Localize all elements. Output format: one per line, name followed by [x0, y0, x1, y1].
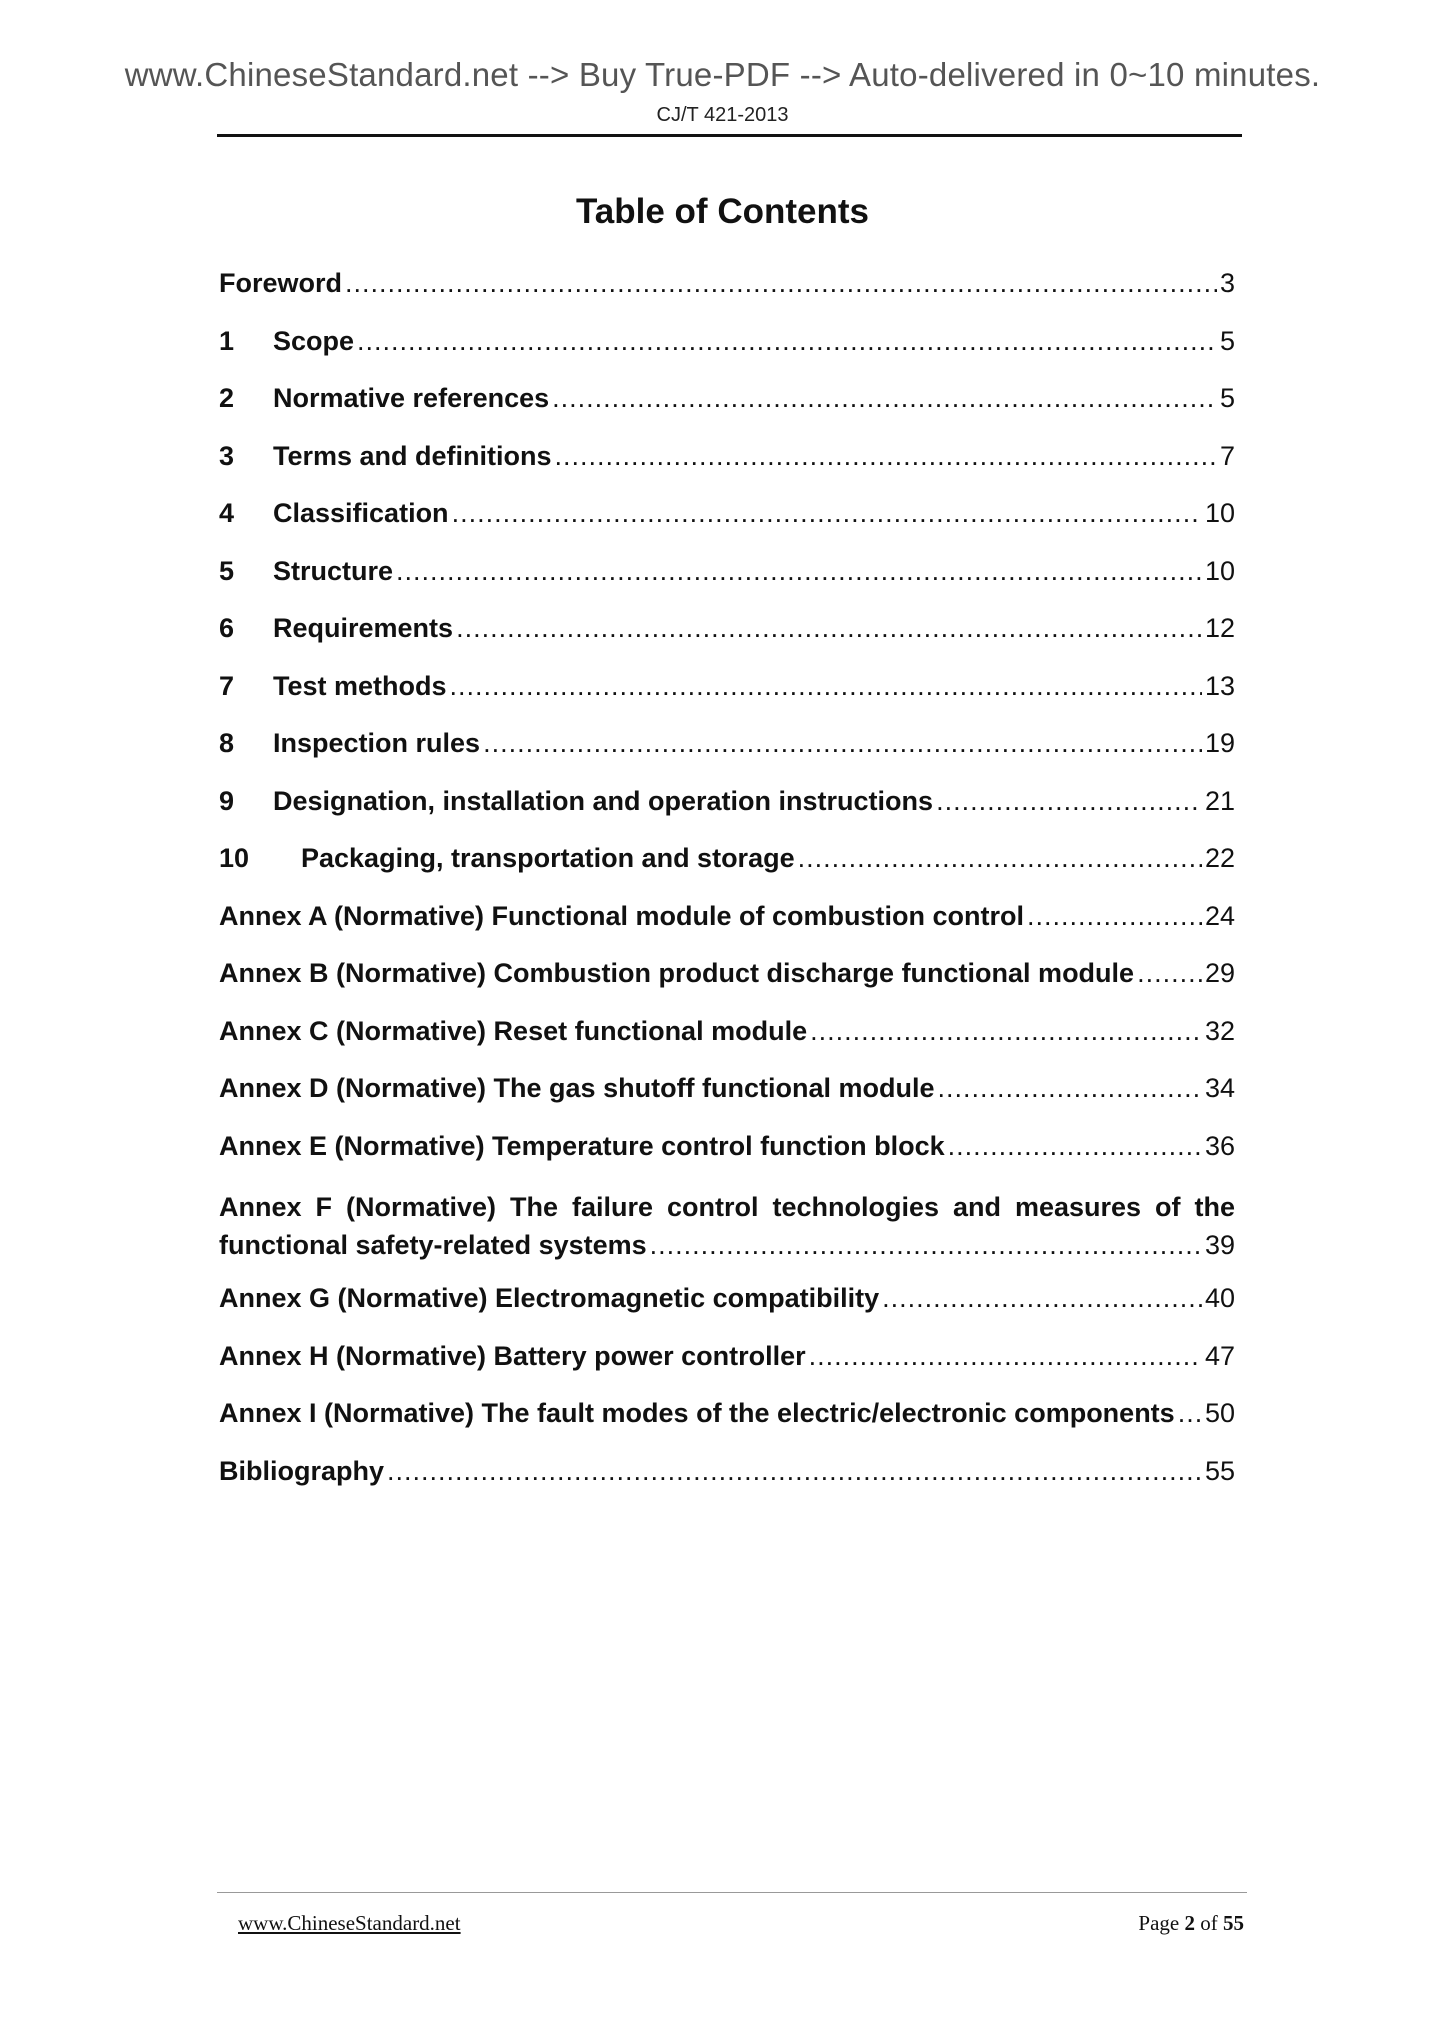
- toc-page-number: 12: [1204, 613, 1235, 643]
- toc-page-number: 24: [1204, 900, 1235, 931]
- toc-label: Bibliography: [219, 1455, 385, 1486]
- toc-page-number: 22: [1204, 843, 1235, 873]
- toc-entry-foreword[interactable]: [219, 268, 1235, 326]
- toc-entry-annex-b[interactable]: [219, 958, 1235, 1016]
- toc-page-number: 40: [1204, 1283, 1235, 1313]
- toc-number: 4: [219, 498, 235, 528]
- top-banner: www.ChineseStandard.net --> Buy True-PDF --> Auto-delivered in 0~10 minutes.: [124, 56, 1321, 93]
- toc-leader: [948, 1131, 1202, 1162]
- toc-entry-designation[interactable]: [219, 786, 1235, 844]
- toc-number: 5: [219, 555, 235, 586]
- toc-entry-annex-i[interactable]: [219, 1398, 1235, 1456]
- toc-leader: [798, 843, 1202, 874]
- toc-label: Annex D (Normative) The gas shutoff functional module: [219, 1073, 935, 1103]
- toc-page-number: 5: [1219, 325, 1235, 356]
- toc-label: Annex H (Normative) Battery power controller: [219, 1340, 806, 1371]
- toc-page-number: 55: [1204, 1455, 1235, 1486]
- toc-leader: [357, 326, 1217, 357]
- page-total: 55: [1223, 1911, 1244, 1935]
- toc-leader: [882, 1283, 1202, 1314]
- toc-entry-normative-references[interactable]: [219, 383, 1235, 441]
- toc-entry-structure[interactable]: [219, 556, 1235, 614]
- toc-leader: [387, 1456, 1202, 1487]
- toc-label: Foreword: [219, 268, 343, 298]
- toc-number: 10: [219, 843, 250, 873]
- toc-label: Normative references: [273, 383, 550, 413]
- toc-page-number: 50: [1204, 1398, 1235, 1428]
- toc-label: Inspection rules: [273, 728, 481, 758]
- toc-leader: [555, 441, 1217, 472]
- toc-entry-annex-a[interactable]: [219, 901, 1235, 959]
- toc-entry-annex-g[interactable]: [219, 1283, 1235, 1341]
- table-of-contents: [219, 268, 1235, 1513]
- document-number: CJ/T 421-2013: [656, 104, 789, 126]
- toc-leader: [1027, 901, 1202, 932]
- toc-label: Classification: [273, 498, 449, 528]
- toc-entry-annex-e[interactable]: [219, 1131, 1235, 1189]
- toc-page-number: 10: [1204, 498, 1235, 528]
- toc-page-number: 47: [1204, 1340, 1235, 1371]
- toc-entry-scope[interactable]: [219, 326, 1235, 384]
- page-current: 2: [1184, 1911, 1195, 1935]
- toc-number: 8: [219, 728, 235, 758]
- toc-leader: [452, 498, 1202, 529]
- toc-page-number: 5: [1219, 383, 1235, 413]
- toc-label: Designation, installation and operation instructions: [273, 785, 934, 816]
- toc-number: 7: [219, 670, 235, 701]
- toc-page-number: 34: [1204, 1073, 1235, 1103]
- toc-page-number: 21: [1204, 785, 1235, 816]
- toc-entry-requirements[interactable]: [219, 613, 1235, 671]
- toc-number: 3: [219, 440, 235, 471]
- toc-label: Test methods: [273, 670, 447, 701]
- page-prefix: Page: [1138, 1911, 1180, 1935]
- toc-leader: [552, 383, 1217, 414]
- toc-number: 9: [219, 785, 235, 816]
- toc-entry-annex-c[interactable]: [219, 1016, 1235, 1074]
- toc-label: Annex B (Normative) Combustion product discharge functional module: [219, 958, 1135, 988]
- toc-label: Terms and definitions: [273, 440, 552, 471]
- toc-number: 1: [219, 325, 235, 356]
- toc-page-number: 19: [1204, 728, 1235, 758]
- toc-label: Annex C (Normative) Reset functional module: [219, 1015, 808, 1046]
- toc-page-number: 32: [1204, 1015, 1235, 1046]
- toc-leader: [1137, 958, 1202, 989]
- toc-leader: [456, 613, 1202, 644]
- toc-entry-inspection-rules[interactable]: [219, 728, 1235, 786]
- toc-leader: [936, 786, 1202, 817]
- toc-leader: [650, 1226, 1202, 1264]
- toc-leader: [1178, 1398, 1202, 1429]
- toc-leader: [450, 671, 1202, 702]
- toc-label: Annex E (Normative) Temperature control function block: [219, 1130, 945, 1161]
- toc-entry-annex-f[interactable]: [219, 1188, 1235, 1264]
- page-indicator: [1138, 1911, 1244, 1936]
- page-of: of: [1200, 1911, 1218, 1935]
- toc-entry-bibliography[interactable]: [219, 1456, 1235, 1514]
- toc-label: Annex I (Normative) The fault modes of the electric/electronic components: [219, 1398, 1175, 1428]
- toc-entry-terms-and-definitions[interactable]: [219, 441, 1235, 499]
- toc-label-continued: functional safety-related systems: [219, 1230, 647, 1260]
- toc-leader: [483, 728, 1202, 759]
- toc-leader: [345, 268, 1217, 299]
- toc-page-number: 10: [1204, 555, 1235, 586]
- page-title: Table of Contents: [576, 192, 869, 231]
- toc-page-number: 3: [1219, 268, 1235, 298]
- toc-label: Requirements: [273, 613, 454, 643]
- toc-leader: [809, 1341, 1202, 1372]
- toc-entry-packaging[interactable]: [219, 843, 1235, 901]
- toc-page-number: 7: [1219, 440, 1235, 471]
- toc-label: Annex G (Normative) Electromagnetic compatibility: [219, 1283, 880, 1313]
- toc-page-number: 13: [1204, 670, 1235, 701]
- toc-entry-annex-d[interactable]: [219, 1073, 1235, 1131]
- footer-website-link[interactable]: www.ChineseStandard.net: [238, 1911, 461, 1935]
- toc-page-number: 36: [1204, 1130, 1235, 1161]
- toc-label: Annex A (Normative) Functional module of combustion control: [219, 900, 1025, 931]
- footer-rule: [217, 1892, 1247, 1893]
- toc-entry-annex-h[interactable]: [219, 1341, 1235, 1399]
- toc-label: Structure: [273, 555, 394, 586]
- toc-leader: [810, 1016, 1202, 1047]
- toc-page-number: 39: [1204, 1230, 1235, 1260]
- toc-entry-test-methods[interactable]: [219, 671, 1235, 729]
- toc-entry-classification[interactable]: [219, 498, 1235, 556]
- toc-label: Scope: [273, 325, 355, 356]
- toc-page-number: 29: [1204, 958, 1235, 988]
- toc-leader: [396, 556, 1202, 587]
- header-rule: [217, 134, 1242, 137]
- toc-label: Packaging, transportation and storage: [301, 843, 795, 873]
- toc-number: 2: [219, 383, 235, 413]
- toc-leader: [938, 1073, 1202, 1104]
- toc-label: Annex F (Normative) The failure control technologies and measures of the: [219, 1192, 1235, 1222]
- toc-number: 6: [219, 613, 235, 643]
